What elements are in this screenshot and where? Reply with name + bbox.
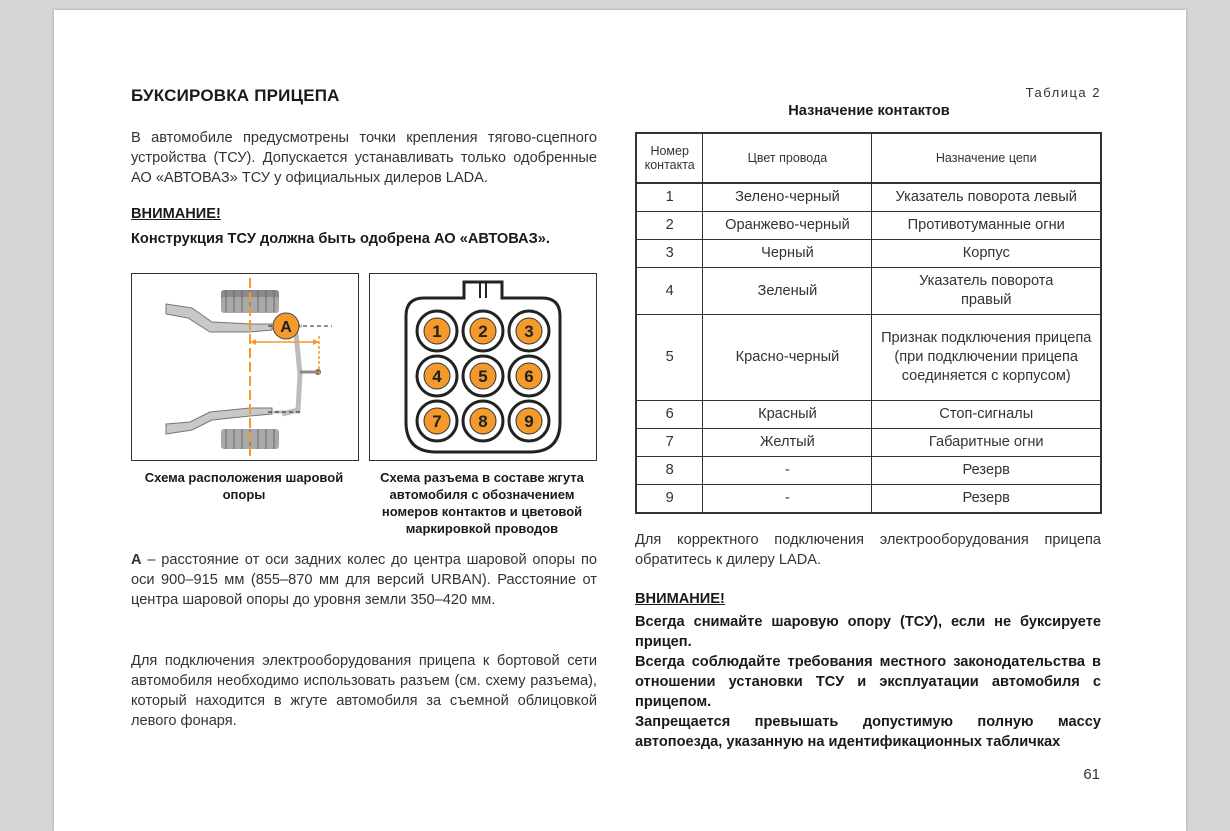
pin-label: 8 — [478, 412, 488, 431]
marker-a-label: A — [280, 319, 292, 336]
warning2-line: Всегда снимайте шаровую опору (ТСУ), если не буксируете прицеп. — [635, 614, 1101, 650]
cell-number: 4 — [636, 268, 703, 315]
figure1-caption: Схема расположения шаровой опоры — [144, 470, 344, 502]
table-row — [636, 240, 1101, 268]
pin-label: 3 — [524, 322, 534, 341]
cell-purpose: Признак подключения прицепа (при подключении прицепа соединяется с корпусом) — [872, 315, 1101, 401]
cell-number: 1 — [636, 183, 703, 212]
warning2-block — [635, 612, 1101, 752]
table-row — [636, 429, 1101, 457]
connector-pins — [417, 311, 549, 441]
cell-number: 2 — [636, 212, 703, 240]
table-row — [636, 401, 1101, 429]
cell-color: Зеленый — [703, 268, 872, 315]
connector-diagram — [369, 273, 597, 461]
cell-purpose: Противотуманные огни — [872, 212, 1101, 240]
cell-color: - — [703, 485, 872, 514]
header-contact-number: Номер контакта — [636, 133, 703, 183]
cell-number: 3 — [636, 240, 703, 268]
warning-text: Конструкция ТСУ должна быть одобрена АО «АВТОВАЗ». — [131, 231, 550, 247]
table-row — [636, 268, 1101, 315]
warning2-heading: ВНИМАНИЕ! — [635, 591, 725, 607]
contacts-table — [635, 132, 1102, 514]
connection-paragraph: Для подключения электрооборудования прицепа к бортовой сети автомобиля необходимо использовать разъем (см. схему разъема), который находится в жгуте автомобиля за съемной облицовкой левого фонаря. — [131, 653, 597, 729]
manual-page — [54, 10, 1186, 831]
pin-label: 4 — [432, 367, 442, 386]
cell-number: 8 — [636, 457, 703, 485]
cell-color: Черный — [703, 240, 872, 268]
pin-label: 5 — [478, 367, 488, 386]
header-wire-color: Цвет провода — [703, 133, 872, 183]
warning2-line: Запрещается превышать допустимую полную массу автопоезда, указанную на идентификационных табличках — [635, 714, 1101, 750]
table-row — [636, 315, 1101, 401]
table-header-row — [636, 133, 1101, 183]
table-row — [636, 457, 1101, 485]
figure2-caption: Схема разъема в составе жгута автомобиля с обозначением номеров контактов и цветовой маркировкой проводов — [380, 470, 584, 536]
page-title: БУКСИРОВКА ПРИЦЕПА — [131, 86, 340, 105]
cell-color: - — [703, 457, 872, 485]
cell-number: 5 — [636, 315, 703, 401]
cell-purpose: Корпус — [872, 240, 1101, 268]
cell-purpose: Резерв — [872, 457, 1101, 485]
cell-color: Красный — [703, 401, 872, 429]
cell-number: 7 — [636, 429, 703, 457]
table-number: Таблица 2 — [1025, 85, 1101, 100]
table-row — [636, 183, 1101, 212]
pin-label: 1 — [432, 322, 442, 341]
table-row — [636, 212, 1101, 240]
pin-label: 9 — [524, 412, 534, 431]
pin-label: 6 — [524, 367, 534, 386]
cell-number: 9 — [636, 485, 703, 514]
connector-diagram-svg — [370, 274, 596, 460]
cell-purpose: Указатель поворота правый — [872, 268, 1101, 315]
pin-label: 7 — [432, 412, 442, 431]
distance-paragraph — [131, 550, 597, 610]
cell-number: 6 — [636, 401, 703, 429]
distance-label: А — [131, 552, 142, 568]
cell-purpose: Резерв — [872, 485, 1101, 514]
cell-color: Желтый — [703, 429, 872, 457]
pin-label: 2 — [478, 322, 488, 341]
table-title: Назначение контактов — [788, 103, 950, 119]
intro-paragraph: В автомобиле предусмотрены точки крепления тягово-сцепного устройства (ТСУ). Допускается устанавливать только одобренные АО «АВТОВАЗ» ТСУ у официальных дилеров LADA. — [131, 130, 597, 186]
dealer-paragraph: Для корректного подключения электрооборудования прицепа обратитесь к дилеру LADA. — [635, 532, 1101, 568]
cell-color: Оранжево-черный — [703, 212, 872, 240]
warning2-line: Всегда соблюдайте требования местного законодательства в отношении установки ТСУ и эксплуатации автомобиля с прицепом. — [635, 654, 1101, 710]
cell-purpose: Стоп-сигналы — [872, 401, 1101, 429]
cell-color: Зелено-черный — [703, 183, 872, 212]
ball-joint-diagram-svg — [132, 274, 358, 460]
page-number: 61 — [1083, 766, 1100, 783]
ball-joint-diagram — [131, 273, 359, 461]
header-circuit-purpose: Назначение цепи — [872, 133, 1101, 183]
cell-purpose: Указатель поворота левый — [872, 183, 1101, 212]
table-row — [636, 485, 1101, 514]
cell-color: Красно-черный — [703, 315, 872, 401]
warning-heading: ВНИМАНИЕ! — [131, 206, 221, 222]
distance-text: – расстояние от оси задних колес до центра шаровой опоры по оси 900–915 мм (855–870 мм для версий URBAN). Расстояние от центра шаровой опоры до уровня земли 350–420 мм. — [131, 552, 597, 608]
cell-purpose: Габаритные огни — [872, 429, 1101, 457]
